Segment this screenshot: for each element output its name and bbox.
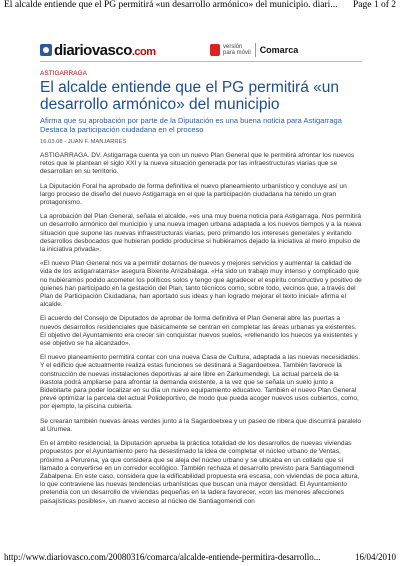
article-paragraph: La Diputación Foral ha aprobado de forma definitiva el nuevo planeamiento urbanístico y concluye así un largo proceso de diseño del nuevo Astigarraga en el que la participación ciudadana ha tenido un gran protagonismo. bbox=[40, 182, 347, 207]
masthead bbox=[40, 42, 340, 58]
print-header bbox=[4, 0, 396, 12]
article-paragraph: El nuevo planeamiento permitirá contar con una nueva Casa de Cultura, adaptada a las nuevas necesidades. Y el edificio que actualmente realiza estas funciones se destinará a Sagardoetxea. También favorece la construcción de nuevas instalaciones deportivas al aire libre en Zarkumendegi. La actual parcela de la ikastola podrá ampliarse para afrontar la demanda existente, a la vez que se señala un suelo junto a Bidebitarte para poder localizar en su día un nuevo equipamiento educativo. También el nuevo Plan General prevé optimizar la parcela del actual Polideportivo, de modo que pueda acoger nuevos usos cubiertos, como, por ejemplo, la piscina cubierta. bbox=[40, 354, 361, 411]
site-logo[interactable] bbox=[40, 42, 156, 58]
print-header-page-number: Page 1 of 2 bbox=[352, 0, 396, 10]
print-footer bbox=[4, 552, 396, 564]
logo-domain: .com bbox=[131, 45, 156, 58]
mobile-label-1: versión bbox=[223, 44, 243, 50]
print-footer-url: http://www.diariovasco.com/20080316/comarca/alcalde-entiende-permitira-desarrollo... bbox=[4, 552, 321, 562]
article-subhead: Afirma que su aprobación por parte de la Diputación es una buena noticia para Astigarraga Destaca la participación ciudadana en el proceso bbox=[40, 116, 342, 134]
masthead-divider bbox=[255, 43, 256, 57]
article-byline: 16.03.08 - JUAN F. MANJARRÉS bbox=[40, 139, 127, 145]
section-name[interactable]: Comarca bbox=[259, 45, 299, 55]
article-paragraph: El acuerdo del Consejo de Diputados de aprobar de forma definitiva el Plan General abre las puertas a nuevos desarrollos residenciales que básicamente se centran en completar las áreas urbanas ya existentes. El objetivo del Ayuntamiento era crecer sin conquistar nuevos suelos, «rellenando los huecos ya existentes y ese objetivo se ha alcanzado». bbox=[40, 315, 358, 348]
print-header-title: El alcalde entiende que el PG permitirá «un desarrollo armónico» del municipio. diari... bbox=[4, 0, 338, 10]
article-headline: El alcalde entiende que el PG permitirá «un desarrollo armónico» del municipio bbox=[40, 79, 339, 113]
article-paragraph: ASTIGARRAGA. DV. Astigarraga cuenta ya con un nuevo Plan General que le permitirá afrontar los nuevos retos que le plantean el siglo XXI y la nueva situación generada por las infraestructuras viarias que se desarrollan en su territorio. bbox=[40, 152, 355, 176]
article-paragraph: «El nuevo Plan General nos va a permitir dotarnos de nuevos y mejores servicios y aumentar la calidad de vida de los astigarratarras» asegura Bixente Arrizabalaga. «Ha sido un trabajo muy intenso y complicado que no hubiéramos podido acometer los políticos solos y tengo que agradecer el espíritu constructivo y positivo de quienes han participado en la gestación del Plan, tanto técnicos como, sobre todo, vecinos que, a través del Plan de Participación Ciudadana, han aportado sus ideas y han logrado mejorar el texto inicial» afirma el alcalde. bbox=[40, 260, 362, 309]
article-paragraph: Se crearán también nuevas áreas verdes junto a la Sagardoetxea y un paseo de ribera que discurrirá paralelo al Urumea. bbox=[40, 417, 362, 433]
logo-mark-icon bbox=[40, 44, 52, 56]
mobile-label-2: para móvil bbox=[223, 50, 251, 56]
article-paragraph: La aprobación del Plan General, señala el alcalde, «es una muy buena noticia para Astigarraga. Nos permitirá un desarrollo armónico del municipio y una nueva imagen urbana adaptada a los nuevos tiempos y a la nueva situación que supone las nuevas infraestructuras viarias, pero primando los intereses generales y evitando desarrollos desbocados que hubieran podido producirse si hubiéramos dejado la iniciativa al mero impulso de la iniciativa privada». bbox=[40, 213, 362, 254]
article bbox=[40, 70, 362, 512]
mobile-phone-icon bbox=[210, 44, 220, 56]
logo-brand: diariovasco bbox=[54, 41, 132, 59]
mobile-version-link[interactable] bbox=[210, 42, 298, 58]
article-paragraph: En el ámbito residencial, la Diputación aprueba la práctica totalidad de los desarrollos de nuevas viviendas propuestos por el Ayuntamiento pero ha desestimado la idea de completar el núcleo urbano de Ventas, próximo a Perurena, ya que considera que se aleja del núcleo urbano y se ubicaba en un collado que sí llamado a convertirse en un corredor ecológico. También rechaza el desarrollo previsto para Santiagomendi Zabalpena. En este caso, considera que la edificabilidad propuesta era escasa, con viviendas de poca altura, lo que contraviene las nuevas tendencias urbanísticas que buscan una mayor densidad. El Ayuntamiento pretendía con un desarrollo de viviendas pequeñas en la ladera favorecer, «con las menores afecciones paisajísticas posibles», un nuevo acceso al núcleo de Santiagomendi con bbox=[40, 440, 360, 505]
print-footer-date: 16/04/2010 bbox=[354, 552, 396, 562]
masthead-rule bbox=[40, 61, 362, 62]
article-kicker[interactable]: ASTIGARRAGA bbox=[40, 70, 87, 77]
